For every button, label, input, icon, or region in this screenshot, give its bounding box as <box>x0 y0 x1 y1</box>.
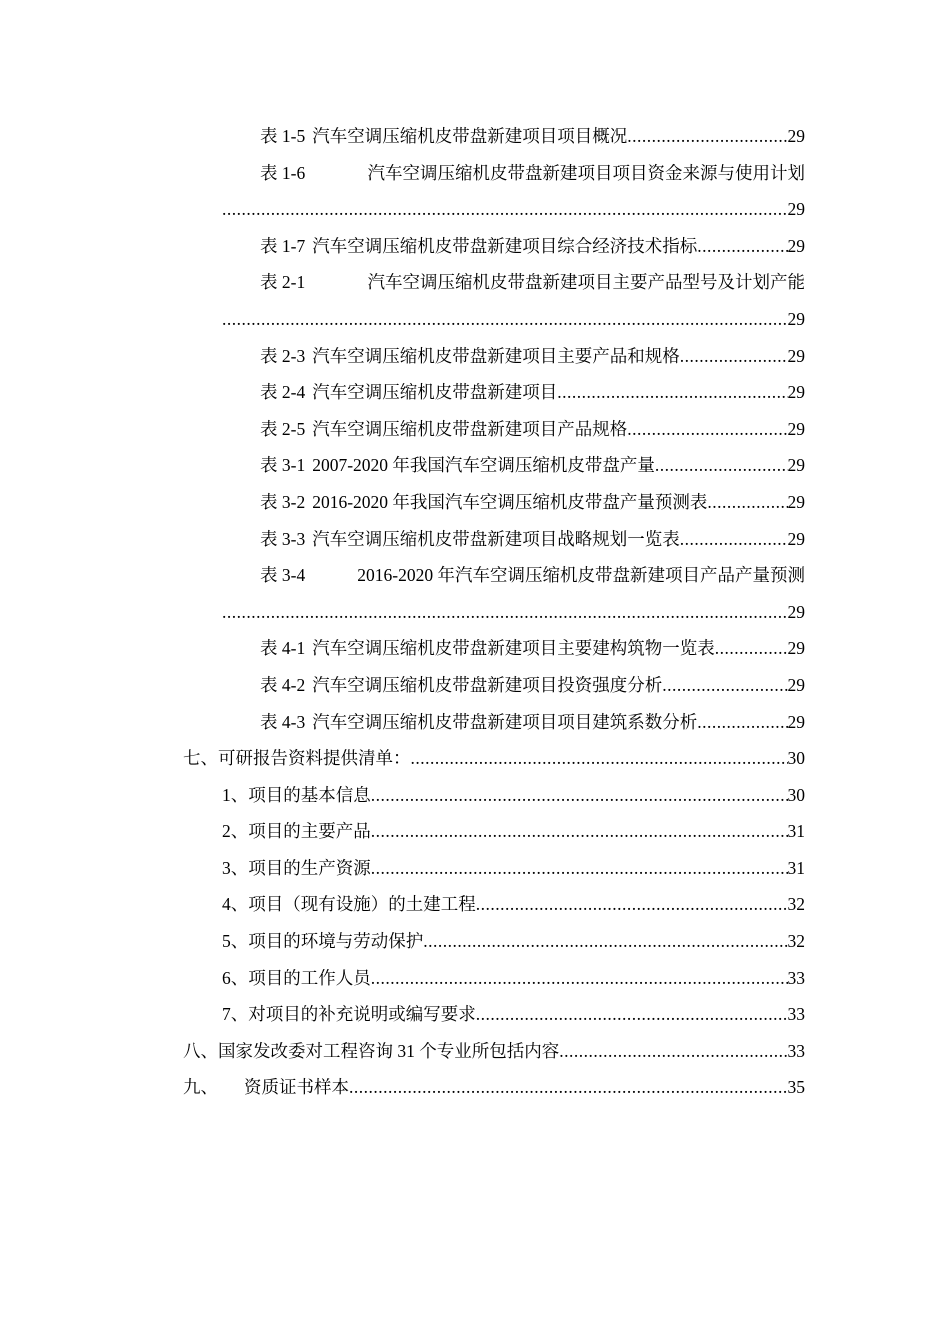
toc-entry[interactable] <box>0 411 950 448</box>
toc-entry-label <box>260 118 627 155</box>
toc-entry-code: 表 2-3 <box>260 345 306 366</box>
toc-entry-title: 2016-2020 年我国汽车空调压缩机皮带盘产量预测表 <box>312 491 708 512</box>
toc-entry-title: 汽车空调压缩机皮带盘新建项目主要产品和规格 <box>312 345 680 366</box>
toc-entry-title: 对项目的补充说明或编写要求 <box>248 1004 476 1025</box>
toc-entry[interactable] <box>0 740 950 777</box>
toc-entry-title: 汽车空调压缩机皮带盘新建项目项目概况 <box>312 126 628 146</box>
toc-entry-line <box>222 850 805 887</box>
toc-entry-title: 项目的生产资源 <box>248 857 371 878</box>
dot-leader <box>349 1069 788 1106</box>
toc-entry-code: 1、 <box>222 784 249 805</box>
toc-entry[interactable] <box>0 1033 950 1070</box>
toc-entry-code: 7、 <box>222 1004 249 1025</box>
toc-entry[interactable] <box>0 521 950 558</box>
toc-entry-line <box>222 923 805 960</box>
toc-entry-line <box>260 118 805 155</box>
toc-entry-title: 汽车空调压缩机皮带盘新建项目主要建构筑物一览表 <box>312 638 715 659</box>
toc-entry-leader-line <box>222 191 805 228</box>
dot-leader <box>627 118 787 155</box>
toc-entry-line <box>222 960 805 997</box>
toc-entry-label <box>260 447 655 484</box>
toc-entry-title: 资质证书样本 <box>244 1077 349 1098</box>
dot-leader <box>697 704 787 741</box>
toc-entry-title: 2016-2020 年汽车空调压缩机皮带盘新建项目产品产量预测 <box>357 565 805 586</box>
toc-entry-code: 表 1-7 <box>260 235 306 256</box>
toc-entry-page: 29 <box>787 235 805 256</box>
toc-entry-page: 29 <box>787 638 805 659</box>
toc-entry[interactable] <box>0 923 950 960</box>
toc-entry-page: 29 <box>787 455 805 476</box>
toc-entry-code: 表 2-4 <box>260 382 306 403</box>
toc-entry-label <box>260 484 707 521</box>
dot-leader <box>222 301 788 338</box>
toc-entry-page: 29 <box>787 418 805 439</box>
toc-entry[interactable] <box>0 813 950 850</box>
toc-entry-page: 30 <box>787 748 805 769</box>
toc-entry-line <box>222 813 805 850</box>
toc-entry-label <box>260 374 557 411</box>
toc-entry-code: 表 1-6 <box>260 162 306 183</box>
toc-entry-title: 2007-2020 年我国汽车空调压缩机皮带盘产量 <box>312 455 655 476</box>
toc-entry[interactable] <box>0 850 950 887</box>
toc-entry-line <box>260 338 805 375</box>
dot-leader <box>559 1033 787 1070</box>
toc-entry-label <box>222 850 371 887</box>
toc-entry-code: 3、 <box>222 857 249 878</box>
dot-leader <box>662 667 787 704</box>
toc-entry-continuation <box>0 594 950 631</box>
toc-entry-title: 汽车空调压缩机皮带盘新建项目投资强度分析 <box>312 674 663 695</box>
toc-entry-label <box>260 557 805 594</box>
toc-entry-label <box>183 740 411 777</box>
toc-entry-label <box>183 1033 559 1070</box>
toc-entry-title: 项目（现有设施）的土建工程 <box>248 894 476 915</box>
toc-entry-title: 项目的工作人员 <box>248 967 371 988</box>
toc-entry-line <box>260 630 805 667</box>
toc-entry-code: 表 4-1 <box>260 638 306 659</box>
toc-entry-page: 31 <box>787 821 805 842</box>
toc-entry-page: 29 <box>787 491 805 512</box>
toc-entry[interactable] <box>0 338 950 375</box>
toc-entry[interactable] <box>0 777 950 814</box>
toc-entry-page: 31 <box>787 857 805 878</box>
toc-entry-continuation <box>0 301 950 338</box>
toc-entry-line <box>260 447 805 484</box>
toc-entry-code: 5、 <box>222 931 249 952</box>
dot-leader <box>697 228 787 265</box>
toc-entry-line <box>260 374 805 411</box>
toc-entry-page: 29 <box>787 528 805 549</box>
toc-entry-code: 表 3-4 <box>260 565 306 586</box>
toc-entry-label <box>260 630 715 667</box>
toc-entry-code: 七、 <box>183 748 218 769</box>
table-of-contents <box>0 118 950 1106</box>
toc-entry[interactable] <box>0 960 950 997</box>
toc-entry[interactable] <box>0 667 950 704</box>
toc-entry[interactable] <box>0 1069 950 1106</box>
dot-leader <box>680 338 788 375</box>
toc-entry-title: 汽车空调压缩机皮带盘新建项目战略规划一览表 <box>312 528 680 549</box>
toc-entry-page: 33 <box>787 1004 805 1025</box>
dot-leader <box>411 740 788 777</box>
toc-entry-title: 可研报告资料提供清单： <box>218 748 411 769</box>
toc-entry-line <box>222 777 805 814</box>
toc-entry-label <box>260 667 662 704</box>
toc-entry-label <box>222 923 423 960</box>
dot-leader <box>557 374 787 411</box>
toc-entry[interactable] <box>0 155 950 192</box>
toc-entry-leader-line <box>222 301 805 338</box>
toc-entry-title: 汽车空调压缩机皮带盘新建项目项目资金来源与使用计划 <box>367 162 805 183</box>
toc-entry[interactable] <box>0 484 950 521</box>
toc-entry-page: 29 <box>787 126 805 146</box>
toc-entry-code: 表 4-3 <box>260 711 306 732</box>
toc-entry-page: 32 <box>787 931 805 952</box>
dot-leader <box>680 521 788 558</box>
toc-entry-page: 33 <box>787 1040 805 1061</box>
toc-entry[interactable] <box>0 704 950 741</box>
dot-leader <box>476 886 788 923</box>
toc-entry-page: 30 <box>787 784 805 805</box>
toc-entry-label <box>260 155 805 192</box>
toc-entry-label <box>222 996 476 1033</box>
toc-entry-page: 33 <box>787 967 805 988</box>
toc-entry[interactable] <box>0 264 950 301</box>
toc-entry[interactable] <box>0 996 950 1033</box>
toc-entry-line <box>260 228 805 265</box>
toc-entry-title: 汽车空调压缩机皮带盘新建项目项目建筑系数分析 <box>312 711 698 732</box>
toc-entry-label <box>260 411 627 448</box>
toc-entry-page: 29 <box>787 308 805 329</box>
toc-entry[interactable] <box>0 630 950 667</box>
dot-leader <box>707 484 787 521</box>
toc-entry-label <box>260 704 697 741</box>
toc-entry-code: 2、 <box>222 821 249 842</box>
dot-leader <box>371 813 788 850</box>
toc-entry-code: 表 3-2 <box>260 491 306 512</box>
toc-entry-line <box>260 521 805 558</box>
dot-leader <box>371 850 788 887</box>
toc-entry-page: 29 <box>787 711 805 732</box>
toc-entry-title: 汽车空调压缩机皮带盘新建项目 <box>312 382 558 403</box>
toc-entry-code: 6、 <box>222 967 249 988</box>
toc-entry-page: 29 <box>787 382 805 403</box>
toc-entry-line <box>260 411 805 448</box>
toc-entry-page: 29 <box>787 601 805 622</box>
toc-entry[interactable] <box>0 447 950 484</box>
toc-entry-page: 29 <box>787 674 805 695</box>
toc-entry-title: 项目的主要产品 <box>248 821 371 842</box>
toc-entry-code: 表 4-2 <box>260 674 306 695</box>
dot-leader <box>423 923 787 960</box>
toc-entry-line <box>183 1033 805 1070</box>
toc-entry-title: 项目的基本信息 <box>248 784 371 805</box>
dot-leader <box>655 447 788 484</box>
toc-entry-code: 九、 <box>183 1077 218 1098</box>
toc-entry[interactable] <box>0 118 950 155</box>
toc-entry-page: 29 <box>787 345 805 366</box>
dot-leader <box>627 411 787 448</box>
toc-entry-title: 项目的环境与劳动保护 <box>248 931 424 952</box>
toc-entry-continuation <box>0 191 950 228</box>
dot-leader <box>222 191 788 228</box>
toc-entry-label <box>260 228 697 265</box>
toc-entry-title: 汽车空调压缩机皮带盘新建项目综合经济技术指标 <box>312 235 698 256</box>
toc-entry-label <box>260 521 680 558</box>
dot-leader <box>222 594 788 631</box>
toc-entry-label <box>183 1069 349 1106</box>
toc-entry-label <box>222 886 476 923</box>
toc-entry-line <box>183 740 805 777</box>
toc-entry-leader-line <box>222 594 805 631</box>
toc-entry-code: 4、 <box>222 894 249 915</box>
toc-entry-label <box>260 264 805 301</box>
toc-entry[interactable] <box>0 886 950 923</box>
dot-leader <box>715 630 788 667</box>
toc-entry-page: 32 <box>787 894 805 915</box>
toc-entry-label <box>260 338 680 375</box>
toc-entry-code: 表 3-3 <box>260 528 306 549</box>
dot-leader <box>371 960 788 997</box>
toc-entry-label <box>222 813 371 850</box>
toc-entry-code: 表 2-5 <box>260 418 306 439</box>
toc-entry-line <box>222 886 805 923</box>
toc-entry-code: 表 1-5 <box>260 126 306 146</box>
toc-entry-page: 29 <box>787 199 805 220</box>
toc-entry[interactable] <box>0 374 950 411</box>
toc-entry-title: 国家发改委对工程咨询 31 个专业所包括内容 <box>218 1040 560 1061</box>
toc-entry-code: 表 3-1 <box>260 455 306 476</box>
dot-leader <box>371 777 788 814</box>
toc-entry-label <box>222 960 371 997</box>
toc-entry-title: 汽车空调压缩机皮带盘新建项目产品规格 <box>312 418 628 439</box>
toc-entry-line <box>260 667 805 704</box>
toc-entry-line <box>183 1069 805 1106</box>
toc-entry-code: 表 2-1 <box>260 272 306 293</box>
toc-entry[interactable] <box>0 557 950 594</box>
toc-entry[interactable] <box>0 228 950 265</box>
toc-entry-line <box>260 484 805 521</box>
toc-entry-page: 35 <box>787 1077 805 1098</box>
toc-entry-line <box>260 704 805 741</box>
toc-entry-code: 八、 <box>183 1040 218 1061</box>
toc-entry-line <box>222 996 805 1033</box>
toc-entry-title: 汽车空调压缩机皮带盘新建项目主要产品型号及计划产能 <box>367 272 805 293</box>
toc-entry-label <box>222 777 371 814</box>
dot-leader <box>476 996 788 1033</box>
